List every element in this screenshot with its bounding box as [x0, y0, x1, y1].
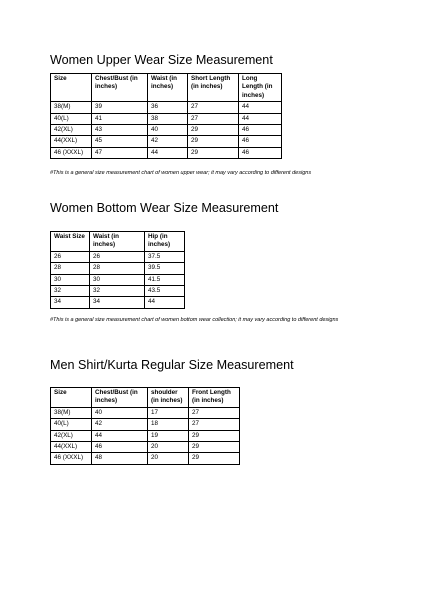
- table-row: [51, 136, 282, 147]
- men-shirt-table: [50, 387, 240, 465]
- table-cell: 29: [188, 136, 239, 147]
- women-upper-table-wrap: [50, 73, 282, 159]
- header-cell: Chest/Bust (in inches): [92, 388, 148, 408]
- table-cell: 44: [239, 113, 282, 124]
- table-row: [51, 453, 240, 464]
- men-shirt-section: [50, 358, 294, 373]
- table-cell: 26: [90, 251, 145, 262]
- table-cell: 32: [90, 286, 145, 297]
- women-bottom-title: Women Bottom Wear Size Measurement: [50, 201, 279, 215]
- table-cell: 42(XL): [51, 125, 92, 136]
- table-cell: 30: [90, 274, 145, 285]
- table-cell: 39.5: [145, 263, 185, 274]
- table-cell: 46: [92, 442, 148, 453]
- women-upper-note-wrap: [50, 170, 380, 178]
- header-cell: Size: [51, 74, 92, 102]
- header-cell: Long Length (in inches): [239, 74, 282, 102]
- table-cell: 44: [145, 297, 185, 308]
- table-cell: 34: [51, 297, 90, 308]
- table-cell: 39: [92, 102, 148, 113]
- table-cell: 20: [148, 453, 189, 464]
- table-row: [51, 251, 185, 262]
- table-cell: 40: [148, 125, 188, 136]
- table-cell: 29: [189, 442, 240, 453]
- table-cell: 27: [188, 113, 239, 124]
- table-cell: 41: [92, 113, 148, 124]
- women-upper-section: [50, 53, 273, 68]
- table-cell: 34: [90, 297, 145, 308]
- table-header-row: [51, 388, 240, 408]
- table-cell: 41.5: [145, 274, 185, 285]
- women-bottom-note: #This is a general size measurement chart of women bottom wear collection; it may vary according to different designs: [50, 317, 339, 323]
- table-cell: 44(XXL): [51, 442, 92, 453]
- table-cell: 27: [188, 102, 239, 113]
- table-cell: 29: [189, 430, 240, 441]
- table-row: [51, 430, 240, 441]
- header-cell: Chest/Bust (in inches): [92, 74, 148, 102]
- women-bottom-section: [50, 201, 278, 216]
- table-cell: 40: [92, 407, 148, 418]
- table-cell: 38(M): [51, 407, 92, 418]
- women-upper-note: #This is a general size measurement chart of women upper wear; it may vary according to different designs: [50, 170, 312, 176]
- table-cell: 46: [239, 147, 282, 158]
- header-cell: Size: [51, 388, 92, 408]
- table-cell: 37.5: [145, 251, 185, 262]
- table-cell: 28: [90, 263, 145, 274]
- header-cell: Hip (in inches): [145, 232, 185, 252]
- table-cell: 30: [51, 274, 90, 285]
- table-cell: 44: [239, 102, 282, 113]
- table-row: [51, 419, 240, 430]
- table-cell: 44: [92, 430, 148, 441]
- table-cell: 43: [92, 125, 148, 136]
- table-cell: 43.5: [145, 286, 185, 297]
- table-row: [51, 125, 282, 136]
- table-cell: 38(M): [51, 102, 92, 113]
- header-cell: Waist Size: [51, 232, 90, 252]
- men-shirt-title: Men Shirt/Kurta Regular Size Measurement: [50, 358, 294, 372]
- table-row: [51, 442, 240, 453]
- table-cell: 17: [148, 407, 189, 418]
- table-cell: 40(L): [51, 113, 92, 124]
- table-row: [51, 286, 185, 297]
- table-cell: 42(XL): [51, 430, 92, 441]
- header-cell: shoulder (in inches): [148, 388, 189, 408]
- table-cell: 28: [51, 263, 90, 274]
- table-row: [51, 102, 282, 113]
- table-cell: 46 (XXXL): [51, 453, 92, 464]
- table-cell: 29: [188, 147, 239, 158]
- table-header-row: [51, 232, 185, 252]
- table-row: [51, 274, 185, 285]
- table-cell: 45: [92, 136, 148, 147]
- women-bottom-note-wrap: [50, 317, 380, 325]
- table-cell: 46: [239, 136, 282, 147]
- table-cell: 27: [189, 407, 240, 418]
- women-upper-table: [50, 73, 282, 159]
- table-cell: 44: [148, 147, 188, 158]
- header-cell: Short Length (in inches): [188, 74, 239, 102]
- table-row: [51, 147, 282, 158]
- men-shirt-table-wrap: [50, 387, 240, 465]
- table-cell: 27: [189, 419, 240, 430]
- table-cell: 42: [148, 136, 188, 147]
- table-cell: 42: [92, 419, 148, 430]
- table-cell: 44(XXL): [51, 136, 92, 147]
- table-cell: 18: [148, 419, 189, 430]
- table-cell: 38: [148, 113, 188, 124]
- table-row: [51, 407, 240, 418]
- table-row: [51, 263, 185, 274]
- table-cell: 20: [148, 442, 189, 453]
- table-cell: 46 (XXXL): [51, 147, 92, 158]
- table-cell: 47: [92, 147, 148, 158]
- header-cell: Waist (in inches): [90, 232, 145, 252]
- header-cell: Waist (in inches): [148, 74, 188, 102]
- table-row: [51, 113, 282, 124]
- table-cell: 46: [239, 125, 282, 136]
- table-row: [51, 297, 185, 308]
- table-cell: 36: [148, 102, 188, 113]
- table-header-row: [51, 74, 282, 102]
- table-cell: 26: [51, 251, 90, 262]
- women-bottom-table-wrap: [50, 231, 185, 309]
- table-cell: 19: [148, 430, 189, 441]
- women-upper-title: Women Upper Wear Size Measurement: [50, 53, 273, 67]
- table-cell: 29: [189, 453, 240, 464]
- header-cell: Front Length (in inches): [189, 388, 240, 408]
- table-cell: 40(L): [51, 419, 92, 430]
- table-cell: 32: [51, 286, 90, 297]
- table-cell: 29: [188, 125, 239, 136]
- table-cell: 48: [92, 453, 148, 464]
- women-bottom-table: [50, 231, 185, 309]
